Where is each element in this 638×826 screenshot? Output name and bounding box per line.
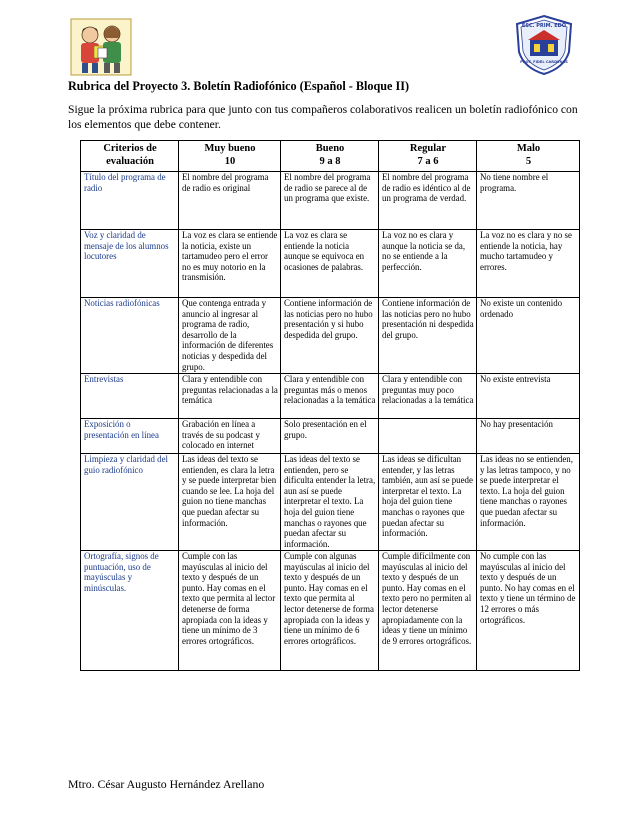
muy-bueno-cell: Que contenga entrada y anuncio al ingresar al programa de radio, desarrollo de la información de diferentes noticias y despedida del grupo. — [179, 298, 281, 374]
table-row — [81, 454, 580, 551]
rubric-header-row — [81, 141, 580, 172]
document-intro: Sigue la próxima rubrica para que junto con tus compañeros colaborativos realicen un boletín radiofónico con los elementos que debe contener. — [68, 103, 578, 131]
malo-cell: No existe un contenido ordenado — [477, 298, 580, 374]
criterion-cell: Exposición o presentación en línea — [81, 419, 179, 454]
header-criteria: Criterios de evaluación — [81, 141, 179, 172]
bueno-cell: Las ideas del texto se entienden, pero se dificulta entender la letra, aun así se puede interpretar el texto. La hoja del guion tiene manchas o rayones que puedan afectar su información. — [281, 454, 379, 551]
malo-cell: No tiene nombre el programa. — [477, 172, 580, 230]
muy-bueno-cell: Grabación en línea a través de su podcast y colocado en internet — [179, 419, 281, 454]
malo-cell: No existe entrevista — [477, 374, 580, 419]
regular-cell — [379, 419, 477, 454]
table-row — [81, 419, 580, 454]
malo-cell: Las ideas no se entienden, y las letras tampoco, y no se puede interpretar el texto. La hoja del guion tiene manchas o rayones que puedan afectar su información. — [477, 454, 580, 551]
criterion-cell: Noticias radiofónicas — [81, 298, 179, 374]
muy-bueno-cell: El nombre del programa de radio es original — [179, 172, 281, 230]
regular-cell: Contiene información de las noticias pero no hubo presentación ni despedida del grupo. — [379, 298, 477, 374]
rubric-table — [80, 140, 580, 671]
students-illustration-icon — [70, 18, 132, 76]
criterion-cell: Ortografía, signos de puntuación, uso de mayúsculas y minúsculas. — [81, 551, 179, 671]
table-row — [81, 298, 580, 374]
bueno-cell: La voz es clara se entiende la noticia aunque se equivoca en ocasiones de palabras. — [281, 230, 379, 298]
bueno-cell: Clara y entendible con preguntas más o menos relacionadas a la temática — [281, 374, 379, 419]
table-row — [81, 374, 580, 419]
header-bueno: Bueno 9 a 8 — [281, 141, 379, 172]
malo-cell: No hay presentación — [477, 419, 580, 454]
school-shield-icon — [514, 14, 574, 76]
bueno-cell: El nombre del programa de radio se parece al de un programa que existe. — [281, 172, 379, 230]
muy-bueno-cell: Clara y entendible con preguntas relacionadas a la temática — [179, 374, 281, 419]
regular-cell: Clara y entendible con preguntas muy poco relacionadas a la temática — [379, 374, 477, 419]
header-malo: Malo 5 — [477, 141, 580, 172]
criterion-cell: Título del programa de radio — [81, 172, 179, 230]
header-regular: Regular 7 a 6 — [379, 141, 477, 172]
muy-bueno-cell: Las ideas del texto se entienden, es clara la letra y se puede interpretar bien cuando se lee. La hoja del guion no tiene manchas que puedan afectar su información. — [179, 454, 281, 551]
regular-cell: Las ideas se dificultan entender, y las letras también, aun así se puede interpretar el texto. La hoja del guion tiene manchas o rayones que puedan afectar su información. — [379, 454, 477, 551]
shield-bottom-text: PROF. FIDEL CARDENAS — [520, 60, 568, 64]
malo-cell: No cumple con las mayúsculas al inicio del texto y después de un punto. No hay comas en el texto y tiene un término de 12 errores o más ortográficos. — [477, 551, 580, 671]
bueno-cell: Contiene información de las noticias pero no hubo presentación y si hubo despedida del grupo. — [281, 298, 379, 374]
criterion-cell: Limpieza y claridad del guio radiofónico — [81, 454, 179, 551]
muy-bueno-cell: La voz es clara se entiende la noticia, existe un tartamudeo pero el error no es muy notorio en la transmisión. — [179, 230, 281, 298]
regular-cell: El nombre del programa de radio es idéntico al de un programa de verdad. — [379, 172, 477, 230]
footer-author: Mtro. César Augusto Hernández Arellano — [68, 777, 265, 791]
criterion-cell: Entrevistas — [81, 374, 179, 419]
bueno-cell: Solo presentación en el grupo. — [281, 419, 379, 454]
malo-cell: La voz no es clara y no se entiende la noticia, hay mucho tartamudeo y errores. — [477, 230, 580, 298]
regular-cell: La voz no es clara y aunque la noticia se da, no se entiende a la perfección. — [379, 230, 477, 298]
table-row — [81, 551, 580, 671]
students-logo — [70, 18, 132, 76]
criterion-cell: Voz y claridad de mensaje de los alumnos locutores — [81, 230, 179, 298]
table-row — [81, 172, 580, 230]
shield-top-text: ESC. PRIM. EDO — [521, 23, 567, 29]
school-shield-logo — [514, 14, 574, 76]
muy-bueno-cell: Cumple con las mayúsculas al inicio del texto y después de un punto. Hay comas en el texto que permita al lector detenerse de forma apropiada con la ideas y tiene un mínimo de 3 errores ortográficos. — [179, 551, 281, 671]
document-title: Rubrica del Proyecto 3. Boletín Radiofónico (Español - Bloque II) — [68, 79, 410, 93]
table-row — [81, 230, 580, 298]
header-muy-bueno: Muy bueno 10 — [179, 141, 281, 172]
bueno-cell: Cumple con algunas mayúsculas al inicio del texto y después de un punto. Hay comas en el texto que permita al lector detenerse de forma apropiada con la ideas y tiene un mínimo de 6 errores ortográficos. — [281, 551, 379, 671]
regular-cell: Cumple difícilmente con mayúsculas al inicio del texto y después de un punto. Hay comas en el texto pero no permiten al lector detenerse apropiadamente con la ideas y tiene un mínimo de 9 errores ortográficos. — [379, 551, 477, 671]
